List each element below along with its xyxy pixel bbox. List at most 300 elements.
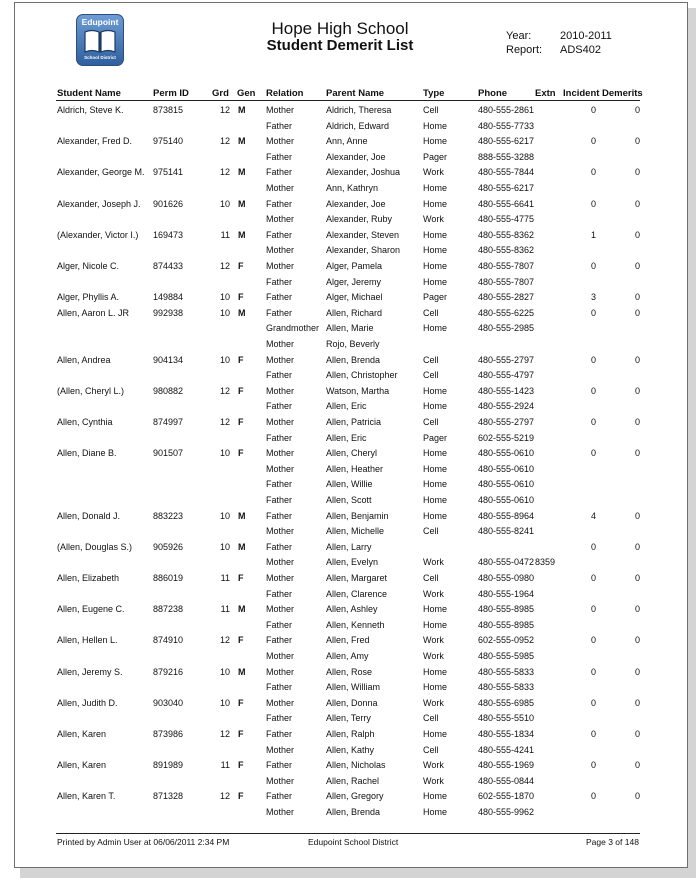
phone-type: Home — [423, 807, 448, 817]
parent-name: Allen, Richard — [326, 307, 383, 318]
parent-name: Allen, Ralph — [326, 729, 375, 739]
table-row — [0, 807, 700, 821]
phone-number: 480-555-4775 — [478, 214, 535, 225]
logo-bottom-text: School District — [84, 55, 116, 60]
phone-type: Work — [423, 651, 444, 661]
report-title: Student Demerit List — [266, 37, 414, 54]
relation: Mother — [266, 666, 295, 677]
relation: Father — [266, 729, 293, 739]
col-header-student-name: Student Name — [57, 88, 121, 99]
perm-id: 874997 — [153, 417, 184, 427]
demerit-count: 0 — [634, 354, 640, 365]
year-line — [506, 30, 612, 42]
grade: 10 — [219, 307, 230, 318]
student-name: Allen, Eugene C. — [57, 604, 125, 615]
perm-id: 169473 — [153, 229, 184, 240]
grade: 11 — [220, 229, 230, 240]
incident-count: 0 — [590, 729, 596, 739]
table-row — [0, 495, 700, 509]
parent-name: Allen, Kenneth — [326, 619, 385, 630]
table-row — [0, 277, 700, 291]
parent-name: Aldrich, Edward — [326, 120, 390, 131]
phone-number: 480-555-0610 — [478, 479, 535, 490]
gender: F — [238, 729, 244, 739]
gender: F — [238, 791, 244, 802]
table-row — [0, 339, 700, 353]
report-line — [506, 44, 601, 56]
phone-type: Cell — [423, 307, 439, 318]
incident-count: 0 — [590, 666, 596, 677]
gender: F — [238, 292, 244, 303]
parent-name: Allen, Christopher — [326, 370, 398, 381]
phone-number: 480-555-4241 — [478, 744, 535, 755]
page-number: Page 3 of 148 — [586, 837, 639, 847]
gender: M — [238, 541, 246, 552]
table-row — [0, 292, 700, 306]
table-row — [0, 604, 700, 618]
incident-count: 0 — [590, 307, 596, 318]
parent-name: Allen, Scott — [326, 495, 372, 505]
phone-number: 480-555-0610 — [478, 448, 535, 459]
incident-count: 3 — [590, 292, 596, 303]
student-name: Alger, Phyllis A. — [57, 292, 120, 303]
gender: F — [238, 635, 244, 646]
grade: 10 — [219, 448, 230, 459]
phone-type: Work — [423, 760, 444, 771]
demerit-count: 0 — [634, 697, 640, 708]
grade: 12 — [219, 167, 230, 178]
parent-name: Ann, Anne — [326, 136, 368, 147]
demerit-count: 0 — [634, 448, 640, 459]
table-row — [0, 667, 700, 681]
col-header-grade: Grd — [212, 88, 229, 99]
phone-type: Home — [423, 479, 448, 490]
parent-name: Alger, Pamela — [326, 261, 383, 271]
parent-name: Allen, Amy — [326, 651, 369, 661]
relation: Father — [266, 791, 293, 802]
phone-number: 480-555-8985 — [478, 619, 535, 630]
grade: 10 — [219, 666, 230, 677]
phone-type: Home — [423, 791, 448, 802]
phone-type: Cell — [423, 573, 439, 583]
parent-name: Allen, Brenda — [326, 354, 381, 365]
parent-name: Alexander, Joe — [326, 198, 386, 209]
parent-name: Allen, Benjamin — [326, 510, 389, 521]
table-row — [0, 152, 700, 166]
parent-name: Alger, Jeremy — [326, 276, 382, 287]
incident-count: 0 — [590, 604, 596, 615]
parent-name: Allen, William — [326, 682, 381, 693]
parent-name: Allen, Patricia — [326, 417, 382, 427]
student-name: Allen, Andrea — [57, 354, 111, 365]
grade: 12 — [219, 261, 230, 271]
parent-name: Allen, Willie — [326, 479, 373, 490]
demerit-count: 0 — [634, 261, 640, 271]
phone-number: 480-555-7733 — [478, 120, 535, 131]
grade: 10 — [219, 198, 230, 209]
grade: 12 — [219, 417, 230, 427]
grade: 12 — [219, 729, 230, 739]
gender: M — [238, 604, 246, 615]
parent-name: Allen, Evelyn — [326, 557, 379, 568]
phone-number: 602-555-5219 — [478, 432, 535, 443]
parent-name: Ann, Kathryn — [326, 183, 379, 193]
parent-name: Allen, Eric — [326, 401, 367, 412]
perm-id: 904134 — [153, 354, 184, 365]
student-name: Allen, Donald J. — [57, 510, 121, 521]
phone-type: Pager — [423, 292, 448, 303]
student-name: Alger, Nicole C. — [57, 261, 120, 271]
table-row — [0, 308, 700, 322]
grade: 10 — [219, 541, 230, 552]
demerit-count: 0 — [634, 417, 640, 427]
perm-id: 992938 — [153, 307, 184, 318]
phone-number: 480-555-5833 — [478, 666, 535, 677]
relation: Mother — [266, 604, 295, 615]
grade: 11 — [220, 573, 230, 583]
phone-type: Cell — [423, 744, 439, 755]
student-name: Allen, Karen — [57, 729, 107, 739]
parent-name: Allen, Larry — [326, 541, 372, 552]
demerit-count: 0 — [634, 635, 640, 646]
report-id-value: ADS402 — [560, 44, 601, 56]
phone-number: 480-555-7807 — [478, 261, 535, 271]
footer-rule — [56, 833, 640, 834]
demerit-count: 0 — [634, 198, 640, 209]
incident-count: 0 — [590, 448, 596, 459]
phone-number: 480-555-8964 — [478, 510, 535, 521]
perm-id: 873815 — [153, 105, 184, 115]
table-row — [0, 682, 700, 696]
gender: M — [238, 136, 246, 147]
phone-type: Home — [423, 276, 448, 287]
perm-id: 871328 — [153, 791, 184, 802]
student-name: Allen, Karen T. — [57, 791, 116, 802]
table-row — [0, 635, 700, 649]
parent-name: Allen, Rose — [326, 666, 373, 677]
perm-id: 901507 — [153, 448, 184, 459]
gender: M — [238, 198, 246, 209]
phone-type: Work — [423, 588, 444, 599]
phone-type: Home — [423, 245, 448, 256]
table-row — [0, 105, 700, 119]
grade: 10 — [219, 292, 230, 303]
incident-count: 0 — [590, 573, 596, 583]
demerit-count: 0 — [634, 760, 640, 771]
gender: F — [238, 697, 244, 708]
parent-name: Alexander, Joshua — [326, 167, 401, 178]
col-header-phone: Phone — [478, 88, 508, 99]
table-row — [0, 433, 700, 447]
table-row — [0, 589, 700, 603]
gender: F — [238, 354, 244, 365]
relation: Mother — [266, 775, 295, 786]
gender: F — [238, 760, 244, 771]
parent-name: Allen, Michelle — [326, 526, 385, 537]
phone-number: 480-555-5510 — [478, 713, 535, 724]
relation: Father — [266, 276, 293, 287]
relation: Grandmother — [266, 323, 320, 334]
perm-id: 903040 — [153, 697, 184, 708]
col-header-extn: Extn — [535, 88, 556, 99]
parent-name: Allen, Heather — [326, 463, 384, 474]
phone-type: Cell — [423, 370, 439, 381]
phone-number: 480-555-1969 — [478, 760, 535, 771]
student-name: Allen, Karen — [57, 760, 107, 771]
col-header-type: Type — [423, 88, 445, 99]
demerit-count: 0 — [634, 167, 640, 178]
gender: M — [238, 167, 246, 178]
phone-type: Home — [423, 510, 448, 521]
parent-name: Allen, Brenda — [326, 807, 381, 817]
phone-type: Home — [423, 604, 448, 615]
student-name: Alexander, George M. — [57, 167, 145, 178]
relation: Mother — [266, 557, 295, 568]
relation: Father — [266, 682, 293, 693]
phone-number: 480-555-2924 — [478, 401, 535, 412]
open-book-icon — [83, 28, 117, 54]
parent-name: Allen, Donna — [326, 697, 378, 708]
phone-type: Pager — [423, 151, 448, 162]
table-row — [0, 713, 700, 727]
demerit-count: 0 — [634, 791, 640, 802]
phone-type: Home — [423, 261, 448, 271]
phone-number: 480-555-7844 — [478, 167, 535, 178]
relation: Mother — [266, 354, 295, 365]
parent-name: Alexander, Steven — [326, 229, 400, 240]
relation: Mother — [266, 744, 295, 755]
table-row — [0, 729, 700, 743]
table-row — [0, 448, 700, 462]
relation: Mother — [266, 245, 295, 256]
table-row — [0, 745, 700, 759]
incident-count: 0 — [590, 167, 596, 178]
relation: Mother — [266, 136, 295, 147]
incident-count: 0 — [590, 198, 596, 209]
phone-number: 480-555-0610 — [478, 495, 535, 505]
grade: 11 — [220, 604, 230, 615]
table-row — [0, 651, 700, 665]
incident-count: 0 — [590, 635, 596, 646]
relation: Mother — [266, 463, 295, 474]
relation: Mother — [266, 697, 295, 708]
demerit-count: 0 — [634, 307, 640, 318]
grade: 11 — [220, 760, 230, 771]
relation: Father — [266, 495, 293, 505]
phone-type: Work — [423, 557, 444, 568]
col-header-incident: Incident — [563, 88, 600, 99]
table-row — [0, 557, 700, 571]
district-logo — [76, 14, 124, 66]
phone-number: 888-555-3288 — [478, 151, 535, 162]
table-row — [0, 136, 700, 150]
demerit-count: 0 — [634, 541, 640, 552]
gender: F — [238, 261, 244, 271]
relation: Father — [266, 167, 293, 178]
phone-number: 480-555-0844 — [478, 775, 535, 786]
incident-count: 1 — [590, 229, 596, 240]
phone-number: 602-555-0952 — [478, 635, 535, 646]
parent-name: Allen, Ashley — [326, 604, 378, 615]
demerit-count: 0 — [634, 136, 640, 147]
incident-count: 0 — [590, 697, 596, 708]
gender: F — [238, 573, 244, 583]
parent-name: Allen, Rachel — [326, 775, 380, 786]
perm-id: 905926 — [153, 541, 184, 552]
grade: 12 — [219, 791, 230, 802]
relation: Father — [266, 635, 293, 646]
demerit-count: 0 — [634, 573, 640, 583]
table-row — [0, 199, 700, 213]
relation: Mother — [266, 261, 295, 271]
perm-id: 873986 — [153, 729, 184, 739]
relation: Mother — [266, 417, 295, 427]
phone-type: Home — [423, 401, 448, 412]
relation: Father — [266, 401, 293, 412]
phone-number: 480-555-8985 — [478, 604, 535, 615]
demerit-count: 0 — [634, 292, 640, 303]
demerit-count: 0 — [634, 729, 640, 739]
phone-type: Home — [423, 136, 448, 147]
perm-id: 975141 — [153, 167, 184, 178]
header-rule — [56, 100, 640, 101]
phone-type: Home — [423, 682, 448, 693]
relation: Mother — [266, 651, 295, 661]
phone-number: 480-555-1423 — [478, 385, 535, 396]
relation: Father — [266, 619, 293, 630]
table-row — [0, 698, 700, 712]
table-row — [0, 620, 700, 634]
table-row — [0, 464, 700, 478]
phone-type: Home — [423, 619, 448, 630]
gender: M — [238, 229, 246, 240]
phone-type: Work — [423, 775, 444, 786]
col-header-relation: Relation — [266, 88, 304, 99]
phone-type: Home — [423, 448, 448, 459]
gender: M — [238, 307, 246, 318]
extension: 8359 — [535, 557, 556, 568]
table-row — [0, 323, 700, 337]
phone-number: 480-555-9962 — [478, 807, 535, 817]
phone-type: Home — [423, 323, 448, 334]
phone-number: 480-555-2985 — [478, 323, 535, 334]
table-row — [0, 183, 700, 197]
incident-count: 0 — [590, 136, 596, 147]
phone-type: Home — [423, 463, 448, 474]
student-name: (Alexander, Victor I.) — [57, 229, 139, 240]
relation: Mother — [266, 573, 295, 583]
relation: Mother — [266, 807, 295, 817]
relation: Father — [266, 229, 293, 240]
parent-name: Allen, Terry — [326, 713, 371, 724]
phone-type: Work — [423, 697, 444, 708]
phone-number: 602-555-1870 — [478, 791, 535, 802]
relation: Mother — [266, 105, 295, 115]
student-name: Allen, Jeremy S. — [57, 666, 123, 677]
relation: Father — [266, 510, 293, 521]
col-header-parent-name: Parent Name — [326, 88, 385, 99]
relation: Mother — [266, 526, 295, 537]
phone-number: 480-555-8362 — [478, 245, 535, 256]
incident-count: 0 — [590, 105, 596, 115]
phone-number: 480-555-6217 — [478, 136, 535, 147]
table-row — [0, 791, 700, 805]
phone-type: Work — [423, 167, 444, 178]
incident-count: 0 — [590, 417, 596, 427]
table-row — [0, 121, 700, 135]
table-row — [0, 167, 700, 181]
table-row — [0, 401, 700, 415]
phone-type: Pager — [423, 432, 448, 443]
incident-count: 4 — [590, 510, 596, 521]
perm-id: 886019 — [153, 573, 184, 583]
student-name: Aldrich, Steve K. — [57, 105, 124, 115]
demerit-count: 0 — [634, 385, 640, 396]
relation: Father — [266, 151, 293, 162]
phone-type: Home — [423, 229, 448, 240]
perm-id: 901626 — [153, 198, 184, 209]
table-row — [0, 261, 700, 275]
table-row — [0, 542, 700, 556]
col-header-gender: Gen — [237, 88, 256, 99]
phone-type: Cell — [423, 354, 439, 365]
perm-id: 879216 — [153, 666, 184, 677]
year-label: Year: — [506, 30, 532, 42]
gender: M — [238, 105, 246, 115]
parent-name: Allen, Fred — [326, 635, 370, 646]
phone-type: Work — [423, 635, 444, 646]
phone-number: 480-555-4797 — [478, 370, 535, 381]
phone-number: 480-555-6985 — [478, 697, 535, 708]
relation: Father — [266, 432, 293, 443]
student-name: Allen, Aaron L. JR — [57, 307, 130, 318]
phone-type: Cell — [423, 105, 439, 115]
district-name: Edupoint School District — [308, 837, 399, 847]
relation: Father — [266, 713, 293, 724]
perm-id: 975140 — [153, 136, 184, 147]
relation: Father — [266, 588, 293, 599]
table-row — [0, 526, 700, 540]
phone-number: 480-555-2797 — [478, 354, 535, 365]
relation: Mother — [266, 339, 295, 349]
table-row — [0, 370, 700, 384]
grade: 12 — [219, 105, 230, 115]
relation: Father — [266, 370, 293, 381]
phone-type: Home — [423, 666, 448, 677]
gender: F — [238, 385, 244, 396]
relation: Mother — [266, 183, 295, 193]
perm-id: 980882 — [153, 385, 184, 396]
phone-number: 480-555-6225 — [478, 307, 535, 318]
phone-number: 480-555-0610 — [478, 463, 535, 474]
phone-type: Home — [423, 120, 448, 131]
parent-name: Alexander, Joe — [326, 151, 386, 162]
table-row — [0, 355, 700, 369]
phone-type: Cell — [423, 417, 439, 427]
demerit-count: 0 — [634, 105, 640, 115]
relation: Father — [266, 760, 293, 771]
relation: Father — [266, 307, 293, 318]
year-value: 2010-2011 — [560, 30, 612, 42]
parent-name: Aldrich, Theresa — [326, 105, 392, 115]
relation: Father — [266, 479, 293, 490]
parent-name: Allen, Gregory — [326, 791, 384, 802]
col-header-demerits: Demerits — [602, 88, 643, 99]
demerit-count: 0 — [634, 604, 640, 615]
incident-count: 0 — [590, 261, 596, 271]
parent-name: Allen, Clarence — [326, 588, 388, 599]
student-name: Allen, Diane B. — [57, 448, 117, 459]
